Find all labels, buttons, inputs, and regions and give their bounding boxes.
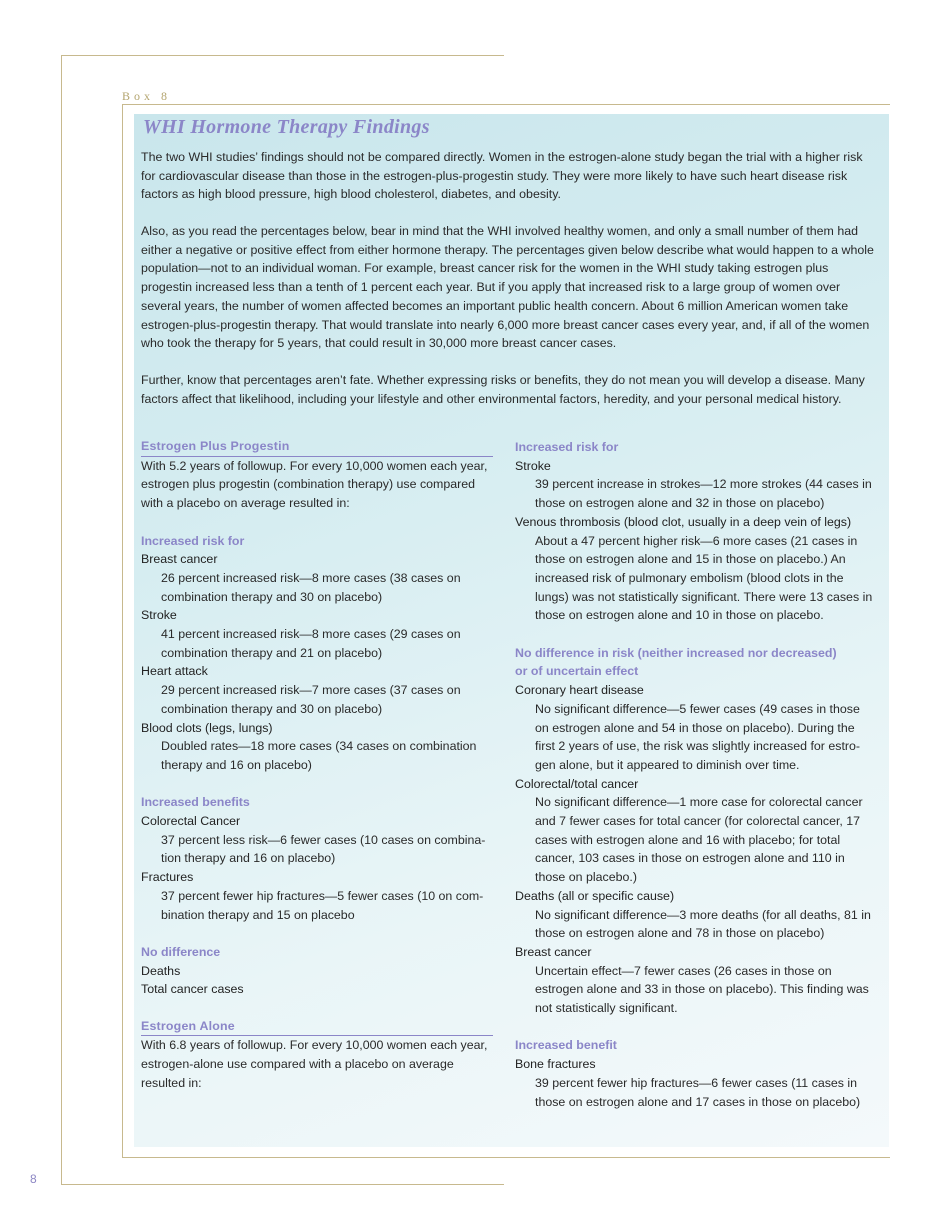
- detail-stroke-ea: 39 percent increase in strokes—12 more strokes (44 cases in those on estrogen alone and 32 in those on placebo): [535, 477, 872, 511]
- section-title-estrogen-plus-progestin: Estrogen Plus Progestin: [141, 438, 493, 457]
- item-fractures: Fractures: [141, 870, 194, 885]
- intro-paragraph-1: The two WHI studies’ findings should not be compared directly. Women in the estrogen-alone study began the trial with a higher risk for cardiovascular disease than those in the estrogen-plus-progestin study. They were more likely to have such heart disease risk factors as high blood pressure, high blood cholesterol, diabetes, and obesity.: [141, 150, 863, 202]
- item-breast-cancer: Breast cancer: [141, 552, 218, 567]
- item-stroke-ea: Stroke: [515, 458, 551, 473]
- item-stroke: Stroke: [141, 608, 177, 623]
- item-heart-attack: Heart attack: [141, 664, 208, 679]
- page-title: WHI Hormone Therapy Findings: [143, 116, 430, 138]
- detail-colorectal-cancer: 37 percent less risk—6 fewer cases (10 cases on combina-tion therapy and 16 on placebo): [161, 832, 486, 866]
- item-colorectal-total-cancer: Colorectal/total cancer: [515, 776, 639, 791]
- intro-paragraph-3: Further, know that percentages aren’t fate. Whether expressing risks or benefits, they do not mean you will develop a disease. Many factors affect that likelihood, including your lifestyle and other environmental factors, heredity, and your personal medical history.: [141, 373, 865, 406]
- detail-breast-cancer: 26 percent increased risk—8 more cases (38 cases on combination therapy and 30 on placebo): [161, 570, 461, 604]
- item-blood-clots: Blood clots (legs, lungs): [141, 720, 273, 735]
- detail-bone-fractures: 39 percent fewer hip fractures—6 fewer cases (11 cases in those on estrogen alone and 17 cases in those on placebo): [535, 1075, 861, 1109]
- intro-paragraph-2: Also, as you read the percentages below, bear in mind that the WHI involved healthy women, and only a small number of them had either a negative or positive effect from either hormone therapy. The percentages given below describe what would happen to a whole population—not to an individual woman. For example, breast cancer risk for the women in the WHI study taking estrogen plus progestin increased less than a tenth of 1 percent each year. But if you apply that increased risk to a large group of women over several years, the number of women affected becomes an important public health concern. About 6 million American women take estrogen-plus-progestin therapy. That would translate into nearly 6,000 more breast cancer cases every year, and, if all of the women who took the therapy for 5 years, that could result in 30,000 more breast cancer cases.: [141, 224, 874, 351]
- detail-colorectal-total-cancer: No significant difference—1 more case for colorectal cancer and 7 fewer cases for total cancer (for colorectal cancer, 17 cases with estrogen alone and 16 with placebo; for total cancer, 103 cases in those on estrogen alone and 110 in those on placebo.): [535, 795, 863, 885]
- item-deaths: Deaths: [141, 963, 181, 978]
- detail-heart-attack: 29 percent increased risk—7 more cases (37 cases on combination therapy and 30 on placebo): [161, 683, 461, 716]
- page-frame-left-rule: [61, 55, 62, 1185]
- subhead-no-difference-ea-1: No difference in risk (neither increased nor decreased): [515, 645, 837, 660]
- box-left-rule: [122, 104, 123, 1158]
- detail-blood-clots: Doubled rates—18 more cases (34 cases on combination therapy and 16 on placebo): [161, 739, 477, 772]
- subhead-increased-risk-ea: Increased risk for: [515, 440, 619, 454]
- item-deaths-ea: Deaths (all or specific cause): [515, 888, 675, 903]
- detail-coronary-heart-disease: No significant difference—5 fewer cases (49 cases in those on estrogen alone and 54 in those on placebo). During the first 2 years of use, the risk was slightly increased for estro-gen alone, but it appeared to diminish over time.: [535, 701, 861, 772]
- box-top-rule: [122, 104, 890, 105]
- box-bottom-rule: [122, 1157, 890, 1158]
- page-frame-top-rule: [61, 55, 504, 56]
- item-breast-cancer-ea: Breast cancer: [515, 944, 592, 959]
- page-frame-bottom-rule: [61, 1184, 504, 1185]
- detail-stroke: 41 percent increased risk—8 more cases (29 cases on combination therapy and 21 on placebo): [161, 627, 461, 660]
- left-column: [141, 438, 493, 1093]
- subhead-increased-benefits: Increased benefits: [141, 795, 250, 810]
- subhead-no-difference: No difference: [141, 944, 221, 959]
- detail-fractures: 37 percent fewer hip fractures—5 fewer cases (10 on com-bination therapy and 15 on placebo: [161, 888, 484, 922]
- item-venous-thrombosis: Venous thrombosis (blood clot, usually in a deep vein of legs): [515, 514, 852, 529]
- subhead-increased-benefit-ea: Increased benefit: [515, 1038, 617, 1053]
- subhead-increased-risk: Increased risk for: [141, 533, 245, 548]
- item-bone-fractures: Bone fractures: [515, 1057, 596, 1072]
- box-label: Box 8: [122, 89, 172, 103]
- page-number: 8: [30, 1172, 37, 1186]
- right-column: [515, 438, 877, 1111]
- detail-venous-thrombosis: About a 47 percent higher risk—6 more cases (21 cases in those on estrogen alone and 15 in those on placebo.) An increased risk of pulmonary embolism (blood clots in the lungs) was not statistically significant. There were 13 cases in those on estrogen alone and 10 in those on placebo.: [535, 533, 873, 623]
- ea-intro: With 6.8 years of followup. For every 10,000 women each year, estrogen-alone use compared with a placebo on average resulted in:: [141, 1038, 488, 1090]
- subhead-no-difference-ea-2: or of uncertain effect: [515, 664, 639, 679]
- detail-breast-cancer-ea: Uncertain effect—7 fewer cases (26 cases in those on estrogen alone and 33 in those on placebo). This finding was not statistically significant.: [535, 963, 869, 1016]
- detail-deaths-ea: No significant difference—3 more deaths (for all deaths, 81 in those on estrogen alone and 78 in those on placebo): [535, 907, 871, 941]
- item-total-cancer: Total cancer cases: [141, 982, 244, 997]
- section-title-estrogen-alone: Estrogen Alone: [141, 1018, 493, 1037]
- item-coronary-heart-disease: Coronary heart disease: [515, 683, 644, 698]
- item-colorectal-cancer: Colorectal Cancer: [141, 814, 241, 829]
- epp-intro: With 5.2 years of followup. For every 10,000 women each year, estrogen plus progestin (combination therapy) use compared with a placebo on average resulted in:: [141, 458, 488, 511]
